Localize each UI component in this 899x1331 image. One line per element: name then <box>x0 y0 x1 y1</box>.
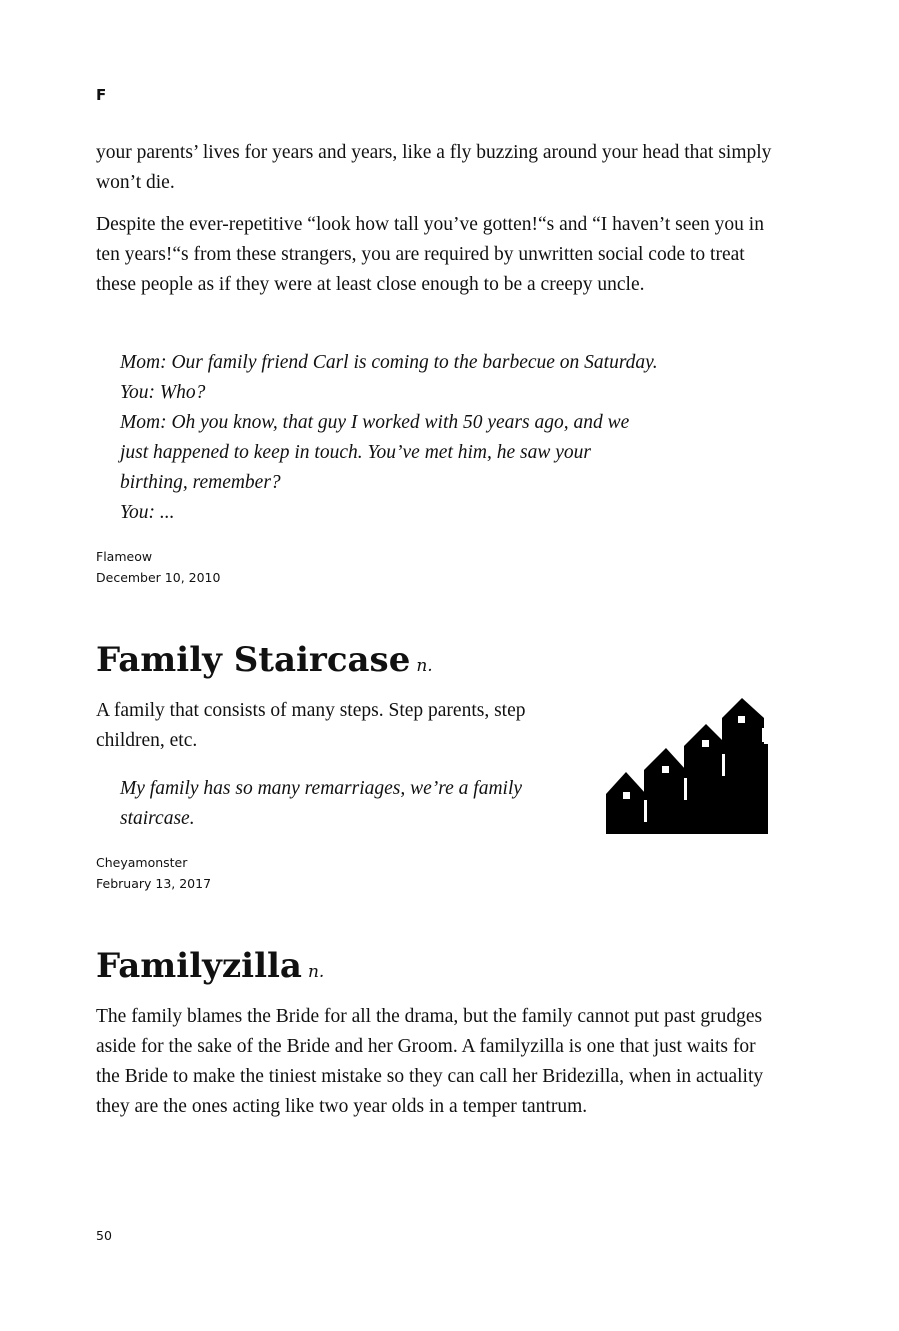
headword-text: Familyzilla <box>96 946 302 986</box>
continuation-paragraph-2: Despite the ever-repetitive “look how tall you’ve gotten!“s and “I haven’t seen you in ten years!“s from these strangers, you are required by unwritten social code to treat these people as if they were at least close enough to be a creepy uncle. <box>96 214 764 295</box>
part-of-speech: n. <box>307 962 325 982</box>
example-line: Mom: Our family friend Carl is coming to the barbecue on Saturday. <box>120 352 658 373</box>
date: December 10, 2010 <box>96 570 221 585</box>
example-line: birthing, remember? <box>120 472 281 493</box>
entry-definition: The family blames the Bride for all the drama, but the family cannot put past grudges aside for the sake of the Bride and her Groom. A familyzilla is one that just waits for the Bride to make the tiniest mistake so they can call her Bridezilla, when in actuality they are the ones acting like two year olds in a temper tantrum. <box>96 1006 764 1117</box>
example-line: Mom: Oh you know, that guy I worked with 50 years ago, and we <box>120 412 630 433</box>
date: February 13, 2017 <box>96 876 212 891</box>
continuation-example <box>96 348 796 528</box>
author: Flameow <box>96 549 153 564</box>
headword-text: Family Staircase <box>96 640 411 680</box>
example-line: You: ... <box>120 502 175 523</box>
part-of-speech: n. <box>416 656 433 676</box>
author: Cheyamonster <box>96 855 188 870</box>
entry-example: My family has so many remarriages, we’re a family staircase. <box>120 778 523 829</box>
continuation-paragraph-1: your parents’ lives for years and years, like a fly buzzing around your head that simply won’t die. <box>96 142 772 193</box>
entry-byline <box>96 852 211 894</box>
staircase-houses-icon <box>606 696 768 836</box>
entry-headword <box>96 946 324 992</box>
entry-definition: A family that consists of many steps. Step parents, step children, etc. <box>96 700 526 751</box>
example-line: just happened to keep in touch. You’ve met him, he saw your <box>120 442 591 463</box>
example-line: You: Who? <box>120 382 206 403</box>
continuation-byline <box>96 546 220 588</box>
running-head: F <box>96 86 107 104</box>
page-number: 50 <box>96 1228 112 1243</box>
entry-headword <box>96 640 433 686</box>
